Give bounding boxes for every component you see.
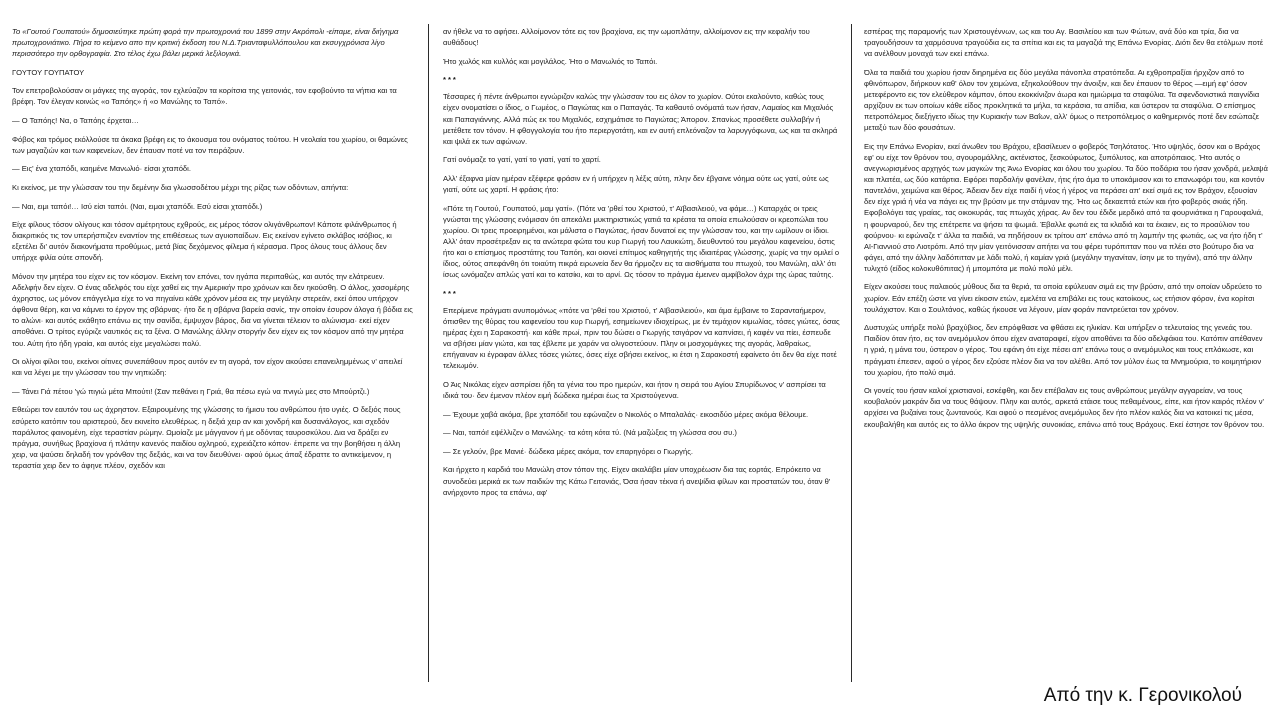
paragraph: Εις την Επάνω Ενορίαν, εκεί άνωθεν του Βράχου, εβασίλευεν ο φοβερός Τσηλότατος. Ήτο υψηλός, όσον και ο Βράχος εφ' ου είχε τον θρόνον του, σγουρομάλλης, ακτένιστος, ξεσκούφωτος, ξυπόλυτος, και αποτρόπαιος. Ήτο αυτός ο ανεγνωρισμένος αρχηγός των μαγκών της Άνω Ενορίας και όλου του χωρίου. Τα δύο ποδάρια του ήσαν χονδρά, μελαψά και πλατέα, ως δύο κατάρτια. Εφόρει παρδαλήν φανέλαν, ήτις ήτο άμα το υποκάμισον και το επανωφόρι του, και κοντόν παντελόνι, χειμώνα και θέρος. Άδειαν δεν είχε παιδί ή νέος ή γέρος να περάσει απ' εκεί σιμά εις τον Βράχον, εξουσίαν δεν είχε γριά ή νέα να πάγει εις την βρύσιν με την στάμναν της. Ήτο ως δεκαεπτά ετών και ήτο φοβερός σκιάς ήδη. Εφοβολόγει τας γραίας, τας οικοκυράς, τας πτωχάς χήρας. Αν δεν του έδιδε μερδικό από τα φουρνιάτικα η Γαρουφαλιά, η φουρναρού, δεν της επέτρεπε να ψήσει τα ψωμιά. Έβαλλε φωτιά εις τα κλαδιά και τα έκαιεν, εις το προαύλιον του φούρνου· κι εφώναζε τ' άλλα τα παιδιά, να πηδήσουν εκ τρίτου απ' επάνω από τη λαμπήν της φωτιάς, ως να ήτο ήδη τ' Αϊ-Γιαννιού στο Λιοτρόπι. Από την μίαν γειτόνισσαν απήτει να του φέρει τυρόπιτταν που να πλέει στο βούτυρο δια να φάγει, από την άλλην λαδόπιτταν με λάδι πολύ, ή καμίαν γριά (μεγάλην τηγανίταν, ίσην με το τηγάνι), από την άλλην τυλιχτό (είδος κολοκυθόπιτας) ή μπομπότα με πολύ πολύ μέλι. [864, 141, 1268, 273]
attribution-caption: Από την κ. Γερονικολού [1043, 685, 1242, 706]
paragraph: Μόνον την μητέρα του είχεν εις τον κόσμον. Εκείνη τον επόνει, τον ηγάπα περιπαθώς, και αυτός την ελάτρευεν. Αδελφήν δεν είχεν. Ο ένας αδελφός του είχε χαθεί εις την Αμερικήν προ χρόνων και δεν ηκούσθη. Ο άλλος, χασομέρης άχρηστος, ως μόνον επάγγελμα είχε το να πηγαίνει κάθε χρόνον μέσα εις την μεγάλην στερεάν, εκεί όπου υπήρχον άφθονα θέρη, και να κάμνει το έργον της σβάρνας· ήτο δε η σβάρνα βαρεία σανίς, την οποίαν έσυρον άλογα ή βόδια εις το αλώνι· και αυτός εκάθητο επάνω εις την σανίδα, έμψυχον βάρος, δια να γίνεται τέλειον το αλώνισμα· εκεί είχεν αποθάνει. Ο τρίτος εγύριζε ναυτικός εις τα ξένα. Ο Μανώλης άλλην στοργήν δεν είχεν εις τον κόσμον από την μητέρα του. Αύτη ήτο ήδη γραία, και αυτός είχε μεγαλώσει πολύ. [12, 272, 413, 348]
paragraph: Όλα τα παιδιά του χωρίου ήσαν διηρημένα εις δύο μεγάλα πάνοπλα στρατόπεδα. Αι εχθροπραξίαι ήρχιζον από το φθινόπωρον, διήρκουν καθ' όλον τον χειμώνα, εξηκολούθουν την άνοιξιν, και δεν έπαυον το θέρος —ειμή εφ' όσον μετεφέροντο εις τον ελεύθερον κάμπον, όπου εκοκκίνιζον άωρα και ημιώριμα τα σταφύλια. Τα σφενδονιστικά παιγνίδια αρχίζουν εκ των οποίων κάθε είδος προκλητικά τα μήλα, τα κεράσια, τα απίδια, και ύστερον τα σταφύλια. Ο επίσημος πετροπόλεμος διεξήγετο ιδίως την Κυριακήν των Βαΐων, αλλ' όμως ο πετροπόλεμος ο καθημερινός ποτέ δεν εσώπαζε μεταξύ των δύο φουσάτων. [864, 67, 1260, 133]
story-title: ΓΟΥΤΟΥ ΓΟΥΠΑΤΟΥ [12, 67, 85, 77]
paragraph: αν ήθελε να το αφήσει. Αλλοίμονον τότε εις τον βραχίονα, εις την ωμοπλάτην, αλλοίμονον εις την κεφαλήν του αυθάδους! [443, 27, 810, 48]
paragraph: Αλλ' έξαφνα μίαν ημέραν εξέφερε φράσιν εν ή υπήρχεν η λέξις αύτη, πλην δεν έβγαινε νόημα ούτε ως γατί, ούτε ως γιατί, ούτε ως χαρτί. Η φράσις ήτο: [443, 173, 829, 195]
text-column-right [864, 26, 1268, 684]
paragraph: — Ο Ταπόης! Να, ο Ταπόης έρχεται… [12, 116, 139, 126]
paragraph: Είχε φίλους τόσον ολίγους και τόσον αμέτρητους εχθρούς, εις μέρος τόσον ολιγάνθρωπον! Κάποτε φιλάνθρωπος ή διακριτικός τις τον υπερήσπιζεν εναντίον της επιθέσεως των αγυιοπαίδων. Εις εκείνον εγίνετο σκλάβος ισόβιος, κι εξετέλει δι' αυτόν διακονήματα προθύμως, μετά βίας δεχόμενος φίλεμα ή κέρασμα. Προς όλους τους άλλους δεν υπήρχε φιλία ούτε σπονδή. [12, 220, 397, 263]
paragraph: «Πότε τη Γουτού, Γουπατού, μαμ γατί». (Πότε να 'ρθεί του Χριστού, τ' Αϊβασιλειού, να φάμε…) Καταρχάς οι τρεις γνώσται της γλώσσης ενόμισαν ότι απεκάλει μυκτηριστικώς γατιά τα κρέατα τα οποία επωλούσαν οι κρεοπώλαι του χωρίου. Οι τρεις προειρημένοι, και μάλιστα ο Παγιώτας, ήσαν δυνατοί εις την γλώσσαν του, και την ωμίλουν οι ίδιοι. Αλλ' όταν προσέτρεξαν εις τα ανώτερα φώτα του κυρ Γιωργή του Λαυκιώτη, διευθυντού του μεγάλου καφενείου, όστις ήτο και ο επίσημος προστάτης του Ταπόη, και οιονεί επίτιμος καθηγητής της ιδιαιτέρας γλώσσης, χωρίς να την ομιλεί ο ίδιος, ούτος απεφάνθη ότι τοιαύτη πικρά ειρωνεία δεν θα ήρμοζεν εις τα αισθήματα του πτωχού, του Μανώλη, αλλ' ότι ίσως ωνόμαζεν απλώς γατί και το κατσίκι, και το αρνί. Ως τόσον το πράγμα έμεινεν αμφίβολον άχρι της ώρας ταύτης. [443, 203, 840, 280]
paragraph: Ήτο χωλός και κυλλός και μογιλάλος. Ήτο ο Μανωλιός το Ταπόι. [443, 56, 658, 66]
paragraph: Φόβος και τρόμος εκόλλούσε τα άκακα βρέφη εις το άκουσμα του ονόματος τούτου. Η νεολαία του χωρίου, οι θαμώνες των μαγαζιών και των καφενείων, δεν έπαυαν ποτέ να τον πειράζουν. [12, 134, 408, 155]
paragraph: Εθεώρει τον εαυτόν του ως άχρηστον. Εξαιρουμένης της γλώσσης το ήμισυ του ανθρώπου ήτο υγιές. Ο δεξιός πους εσύρετο κατόπιν του αριστερού, δεν εκινείτο ελευθέρως. η δεξιά χειρ αν και χονδρή και δυσανάλογος, και σχεδόν παράλυτος φαινομένη, είχε τεραστίαν ρώμην. Ωμοίαζε με μάγγανον ή με οδόντας ταυροσκύλου. Δια να δράξει εν πράγμα, συνήθως βραχίονα ή πλάτην κανενός παιδίου οχληρού, εχρειάζετο κόπον· έπρεπε να την βοηθήσει η άλλη χειρ, να ψαύσει δηλαδή τον γρόνθον της δεξιάς, και να τον διευθύνει· αφού όμως άπαξ έδραττε το αντικείμενον, η τεραστία χειρ δεν το άφηνε πλέον, σχεδόν και [12, 405, 401, 470]
paragraph: εσπέρας της παραμονής των Χριστουγέννων, ως και του Αγ. Βασιλείου και των Φώτων, ανά δύο και τρία, δια να τραγουδήσουν τα χαρμόσυνα τραγούδια εις τα σπίτια και εις τα μαγαζιά της Επάνω Ενορίας. Διότι δεν θα ετόλμων ποτέ να ανέλθουν μοναχά των εκεί επάνω. [864, 27, 1264, 59]
paragraph: Οι ολίγοι φίλοι του, εκείνοι οίτινες συνεπάθουν προς αυτόν εν τη αγορά, τον είχον ακούσει επανειλημμένως ν' απειλεί και να λέγει με την γλώσσαν του την νηπιώδη: [12, 357, 403, 378]
paragraph: Τέσσαρες ή πέντε άνθρωποι εγνώριζον καλώς την γλώσσαν του εις όλον το χωρίον. Ούτοι εκαλούντο, καθώς τους είχεν ονοματίσει ο ίδιος, ο Γωμέος, ο Παγιώτας και ο Παπαγάς. Τα καθαυτό ονόματά των ήσαν, Λαμαίος και Μιχαλιός και Παπαγιάννης. Αλλά πώς εκ του Μιχαλιός, εσχημάτισε το Παγιώτας; Άπορον. Σπανίως προσέθετε συλλαβήν ή μετέθετε τον τόνον. Η φθογγολογία του ήτο περιεργοτάτη, και εν αυτή επλεόναζον τα λαρυγγόφωνα, ως και τα σκληρά και ψιλά εκ των αφώνων. [443, 92, 838, 146]
paragraph: — Ναι, ταπόι! εψέλλιζεν ο Μανώλης· τα κότη κότα τύ. (Νά μαζώξεις τη γλώσσα σου συ.) [443, 428, 737, 438]
paragraph: Τον επετροβολούσαν οι μάγκες της αγοράς, τον εχλεύαζον τα κορίτσια της γειτονιάς, τον εφοβούντο τα νήπια και τα βρέφη. Τον έλεγαν κοινώς «ο Ταπόης» ή «ο Μανώλης το Ταπό». [12, 86, 397, 107]
intro-note-paragraph: Το «Γουτού Γουπατού» δημοσιεύτηκε πρώτη φορά την πρωτοχρονιά του 1899 στην Ακρόπολι -είπαμε, είναι διήγημα πρωτοχρονιάτικο. Πήρα το κείμενο απο την κριτική έκδοση του Ν.Δ.Τριανταφυλλόπουλου και εκσυγχρόνισα λίγο περισσότερο την ορθογραφία. Στο τέλος έχω βάλει μερικά λεξιλογικά. [12, 27, 399, 59]
paragraph: — Έχουμε χαβά ακόμα, βρε χταπόδι! του εφώναζεν ο Νικολός ο Μπαλαλάς· εικοσιδύο μέρες ακόμα θέλουμε. [443, 409, 809, 419]
paragraph: Ο Άις Νικόλας είχεν ασπρίσει ήδη τα γένια του προ ημερών, και ήτον η σειρά του Αγίου Σπυρίδωνος ν' ασπρίσει τα ιδικά του· δεν έμενον πλέον ειμή δώδεκα ημέραι έως τα Χριστούγεννα. [443, 379, 826, 401]
paragraph: Είχεν ακούσει τους παλαιούς μύθους δια τα θεριά, τα οποία εφύλευαν σιμά εις την βρύσιν, από την οποίαν υδρεύετο το χωρίον. Εάν επέζη ώστε να γίνει είκοσιν ετών, εμελέτα να επιβάλει εις τους κατοίκους, ως ετήσιον φόρον, ένα κορίτσι τουλάχιστον. Και ο Σουλτάνος, καθώς ήκουσε να λέγουν, μίαν φοράν παντρεύεται τον χρόνον. [864, 282, 1262, 314]
paragraph: Κι εκείνος, με την γλώσσαν του την δεμένην δια γλωσσοδέτου μέχρι της ρίζας των οδόντων, απήντα: [12, 182, 349, 192]
paragraph: Δυστυχώς υπήρξε πολύ βραχύβιος, δεν επρόφθασε να φθάσει εις ηλικίαν. Και υπήρξεν ο τελευταίος της γενεάς του. Παιδίον όταν ήτο, εις τον ανεμόμυλον όπου είχεν αναταραφεί, είχον αποθάνει τα δύο αδελφάκια του. Κατόπιν απέθανεν η γριά, η μάνα του, ύστερον ο γέρος. Του εφάνη ότι είχε πέσει απ' επάνω τους ο ανεμόμυλος και τους επλάκωσε, και πράγματι έπεσεν, αφού ο γέρος δεν εζούσε πλέον δια να τον αλέθει. Από τον μύλον έως τα Μνημούρια, το κοιμητήριον του χωρίου, ήτο πολύ σιμά. [864, 323, 1263, 377]
paragraph: Οι γονείς του ήσαν καλοί χριστιανοί, εσκέφθη, και δεν επέβαλαν εις τους ανθρώπους μεγάλην αγγαρείαν, να τους κουβαλούν μακράν δια να τους θάψουν. Πλην και αυτός, αρκετά ετάισε τους πεθαμένους, είπε, και ήτον καιρός πλέον ν' αρχίσει να βυζαίνει τους ζωντανούς. Και αφού ο πεσμένος ανεμόμυλος δεν ήτο πλέον καλός δια να κατοικεί τις μέσα, εκουβαλήθη και αυτός εις το άλλο άκρον της υψηλής συνοικίας, επάνω από τους Βράχους. Εκεί έστησε τον θρόνον του. [864, 386, 1265, 429]
section-separator: *** [443, 288, 458, 298]
paragraph: — Τάνει Γιά πέτου 'γώ πιγιώ μέτα Μπούτι! (Σαν πεθάνει η Γριά, θα πέσω εγώ να πνιγώ μες στο Μπούρτζι.) [12, 386, 370, 396]
column-divider [428, 24, 429, 682]
paragraph: — Σε γελούν, βρε Μανιέ· δώδεκα μέρες ακόμα, τον επαρηγόρει ο Γιωργής. [443, 446, 693, 456]
paragraph: Και ήρχετο η καρδιά του Μανώλη στον τόπον της. Είχεν ακαλάβει μίαν υποχρέωσιν δια τας εορτάς. Επρόκειτο να συνοδεύει μερικά εκ των παιδιών της Κάτω Γειτονιάς, Όσα ήσαν τέκνα ή ανεψίδια φίλων και προστατών του, όταν θ' ανήρχοντο προς τα επάνω, αφ' [443, 465, 831, 497]
paragraph: Γατί ονόμαζε το γατί, γατί το γιατί, γατί το χαρτί. [443, 155, 601, 165]
section-separator: *** [443, 75, 458, 85]
paragraph: — Εις' ένα χταπόδι, καημένε Μανωλιό· είσαι χταπόδι. [12, 164, 191, 174]
column-divider [851, 24, 852, 682]
text-column-left [12, 26, 414, 684]
text-column-middle [443, 26, 841, 684]
paragraph: Επερίμενε πράγματι ανυπομόνως «πότε να 'ρθεί του Χριστού, τ' Αϊβασιλειού», και άμα έμβαινε το Σαρανταήμερον, όπισθεν της θύρας του καφενείου του κυρ Γιωργή, εσημείωνεν ιδιοχείρως, με έν τεμάχιον κιμωλίας, τόσες γιώτες, όσας ημέρας έχει η Σαρακοστή· και κάθε πρωί, πριν του δώσει ο Γιωργής τσιγάρον να καπνίσει, ή καφέν να πίει, έσπευδε να σβήσει μίαν γιώτα, και τας έβλεπε με χαράν να ολιγοστεύουν. Πλην οι μοσχομάγκες της αγοράς, λαθραίως, επήγαιναν κι έγραφαν άλλες τόσες γιώτες, όσες είχε σβήσει εκείνος, κι έτσι η Σαρακοστή εφαίνετο ότι δεν θα είχε ποτέ τελειωμόν. [443, 305, 840, 371]
paragraph: — Ναι, ειμι ταπόι!… Ισύ είσι ταπόι. (Ναι, ειμαι χταπόδι. Εσύ είσαι χταπόδι.) [12, 201, 263, 211]
